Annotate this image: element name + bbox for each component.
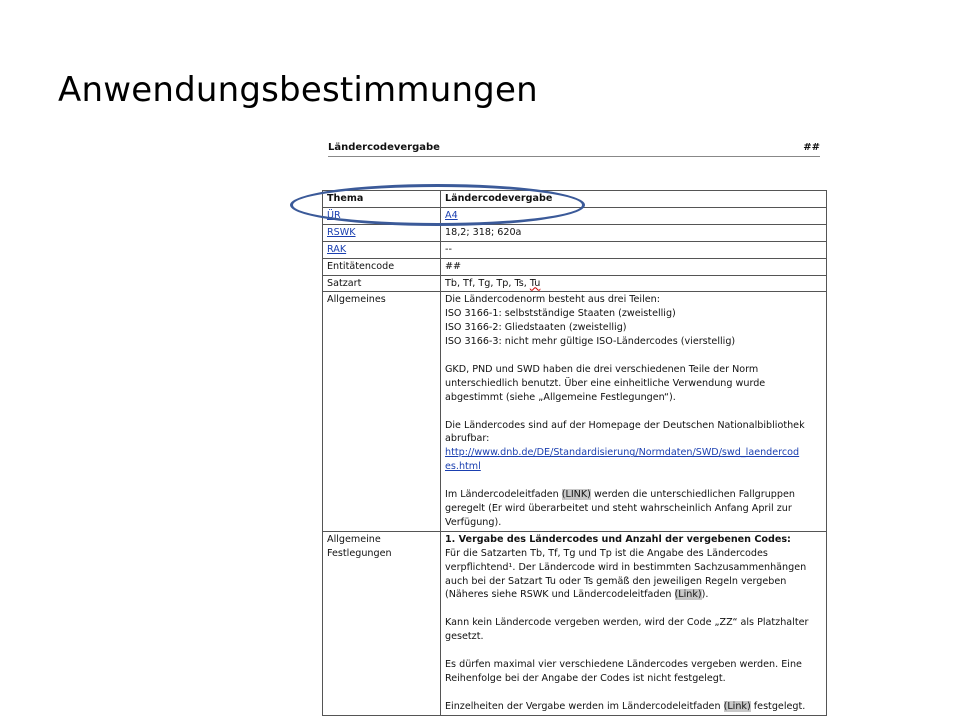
text-line: Für die Satzarten Tb, Tf, Tg und Tp ist die Angabe des Ländercodes bbox=[445, 547, 768, 559]
text-line: GKD, PND und SWD haben die drei verschiedenen Teile der Norm bbox=[445, 363, 759, 375]
row-key-line: Festlegungen bbox=[327, 547, 392, 559]
text-line: ISO 3166-2: Gliedstaaten (zweistellig) bbox=[445, 322, 627, 334]
text-fragment: Einzelheiten der Vergabe werden im Ländercodeleitfaden bbox=[445, 700, 724, 712]
section-heading: 1. Vergabe des Ländercodes und Anzahl der vergebenen Codes: bbox=[445, 533, 791, 545]
text-fragment: ). bbox=[701, 589, 709, 601]
text-fragment: Im Ländercodeleitfaden bbox=[445, 489, 562, 501]
table-row-allgemeines bbox=[323, 292, 827, 531]
text-line: ISO 3166-3: nicht mehr gültige ISO-Ländercodes (vierstellig) bbox=[445, 336, 736, 348]
row-value bbox=[441, 531, 827, 715]
row-value: ## bbox=[441, 258, 827, 275]
row-key: Thema bbox=[323, 191, 441, 208]
document-header-title: Ländercodevergabe bbox=[328, 142, 440, 153]
satzart-values: Tb, Tf, Tg, Tp, Ts, bbox=[445, 277, 530, 289]
table-row-rswk bbox=[323, 224, 827, 241]
text-line: Die Ländercodenorm besteht aus drei Teilen: bbox=[445, 294, 660, 306]
text-line: Verfügung). bbox=[445, 516, 502, 528]
text-line: abgestimmt (siehe „Allgemeine Festlegungen“). bbox=[445, 391, 676, 403]
highlight-ellipse bbox=[290, 184, 585, 226]
row-value: 18,2; 318; 620a bbox=[441, 224, 827, 241]
table-row-rak bbox=[323, 241, 827, 258]
row-key-line: Allgemeine bbox=[327, 533, 381, 545]
table-row-festlegungen bbox=[323, 531, 827, 715]
row-value bbox=[441, 275, 827, 292]
text-line: Es dürfen maximal vier verschiedene Ländercodes vergeben werden. Eine bbox=[445, 658, 802, 670]
text-line: ISO 3166-1: selbstständige Staaten (zweistellig) bbox=[445, 308, 676, 320]
text-line: verpflichtend¹. Der Ländercode wird in bestimmten Sachzusammenhängen bbox=[445, 561, 807, 573]
row-value bbox=[441, 292, 827, 531]
text-line: abrufbar: bbox=[445, 433, 490, 445]
satzart-marked-value: Tu bbox=[529, 277, 541, 289]
table-row-satzart bbox=[323, 275, 827, 292]
dnb-url-link-continued[interactable]: es.html bbox=[445, 461, 481, 473]
slide-title: Anwendungsbestimmungen bbox=[58, 70, 538, 110]
text-fragment: (Näheres siehe RSWK und Ländercodeleitfaden bbox=[445, 589, 675, 601]
text-line: Kann kein Ländercode vergeben werden, wird der Code „ZZ“ als Platzhalter bbox=[445, 617, 809, 629]
dnb-url-link[interactable]: http://www.dnb.de/DE/Standardisierung/Normdaten/SWD/swd_laendercod bbox=[445, 447, 800, 459]
metadata-table bbox=[322, 190, 827, 716]
row-value: Ländercodevergabe bbox=[441, 191, 827, 208]
text-line: auch bei der Satzart Tu oder Ts gemäß den jeweiligen Regeln vergeben bbox=[445, 575, 787, 587]
row-key bbox=[323, 531, 441, 715]
text-line: Die Ländercodes sind auf der Homepage der Deutschen Nationalbibliothek bbox=[445, 419, 805, 431]
row-value: -- bbox=[441, 241, 827, 258]
table-row-entitaetencode bbox=[323, 258, 827, 275]
rswk-link[interactable]: RSWK bbox=[327, 226, 356, 238]
a4-link[interactable]: A4 bbox=[445, 209, 458, 221]
rak-link[interactable]: RAK bbox=[327, 243, 347, 255]
leitfaden-link-placeholder[interactable]: (LINK) bbox=[561, 489, 591, 501]
row-key: Allgemeines bbox=[323, 292, 441, 531]
vergabe-link-placeholder[interactable]: (Link) bbox=[723, 700, 751, 712]
text-line: geregelt (Er wird überarbeitet und steht wahrscheinlich Anfang April zur bbox=[445, 502, 792, 514]
text-line: unterschiedlich benutzt. Über eine einheitliche Verwendung wurde bbox=[445, 377, 766, 389]
rswk-link-placeholder[interactable]: (Link) bbox=[674, 589, 702, 601]
document-header bbox=[328, 140, 820, 157]
text-fragment: werden die unterschiedlichen Fallgruppen bbox=[590, 489, 795, 501]
text-fragment: festgelegt. bbox=[750, 700, 806, 712]
document-header-code: ## bbox=[803, 142, 820, 153]
row-key: Satzart bbox=[323, 275, 441, 292]
row-key: Entitätencode bbox=[323, 258, 441, 275]
text-line: Reihenfolge bei der Angabe der Codes ist nicht festgelegt. bbox=[445, 672, 726, 684]
ur-link[interactable]: ÜR bbox=[327, 209, 341, 221]
text-line: gesetzt. bbox=[445, 631, 484, 643]
